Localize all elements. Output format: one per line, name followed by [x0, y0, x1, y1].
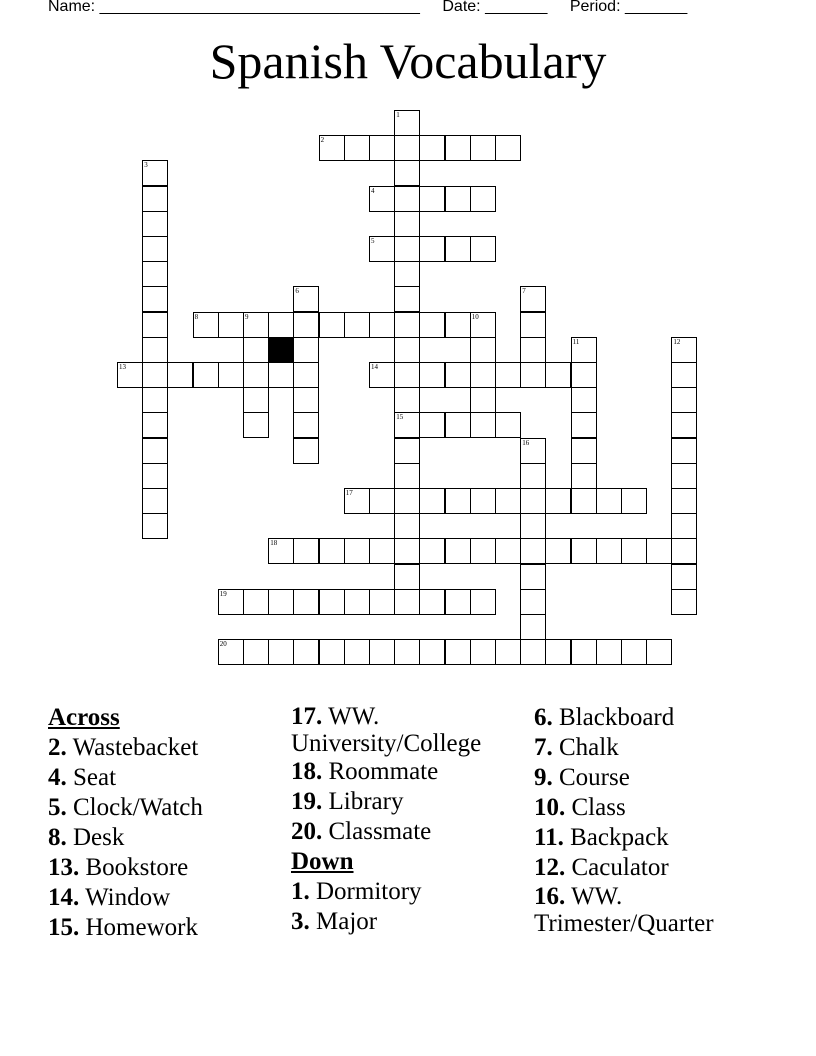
grid-cell[interactable] [470, 337, 496, 363]
grid-cell[interactable] [394, 312, 420, 338]
date-field[interactable]: Date: _______ [442, 0, 548, 15]
grid-cell[interactable] [394, 538, 420, 564]
grid-cell[interactable] [369, 362, 395, 388]
grid-cell[interactable] [470, 135, 496, 161]
grid-cell[interactable] [671, 438, 697, 464]
clue-number-12: 12 [673, 337, 681, 346]
grid-cell[interactable] [142, 488, 168, 514]
grid-cell[interactable] [571, 639, 597, 665]
clue-across-4: 4. Seat [48, 764, 117, 791]
grid-cell[interactable] [445, 236, 471, 262]
grid-cell[interactable] [419, 589, 445, 615]
grid-cell[interactable] [142, 160, 168, 186]
clue-number-11: 11 [572, 337, 580, 346]
grid-cell[interactable] [520, 312, 546, 338]
grid-cell[interactable] [445, 312, 471, 338]
clues-column-2 [291, 703, 531, 937]
grid-cell[interactable] [369, 135, 395, 161]
grid-cell[interactable] [344, 135, 370, 161]
grid-cell[interactable] [193, 362, 219, 388]
name-field[interactable]: Name: ____________________________________ [48, 0, 420, 15]
grid-cell[interactable] [293, 589, 319, 615]
clue-down-16: 16. WW. Trimester/Quarter [534, 883, 714, 937]
grid-cell[interactable] [394, 412, 420, 438]
clue-down-1: 1. Dormitory [291, 878, 422, 905]
grid-cell[interactable] [445, 639, 471, 665]
clue-number-18: 18 [270, 539, 278, 548]
grid-cell[interactable] [621, 488, 647, 514]
grid-cell[interactable] [596, 639, 622, 665]
grid-cell[interactable] [520, 362, 546, 388]
grid-cell[interactable] [369, 236, 395, 262]
grid-cell[interactable] [142, 312, 168, 338]
grid-cell[interactable] [671, 564, 697, 590]
grid-cell[interactable] [243, 362, 269, 388]
grid-cell[interactable] [419, 639, 445, 665]
grid-cell[interactable] [545, 362, 571, 388]
clue-number-19: 19 [219, 589, 227, 598]
grid-cell[interactable] [293, 312, 319, 338]
grid-cell[interactable] [394, 564, 420, 590]
grid-cell[interactable] [369, 538, 395, 564]
grid-cell[interactable] [596, 538, 622, 564]
clue-down-10: 10. Class [534, 794, 626, 821]
grid-cell[interactable] [646, 639, 672, 665]
grid-cell[interactable] [243, 412, 269, 438]
grid-cell[interactable] [394, 236, 420, 262]
grid-cell[interactable] [445, 538, 471, 564]
grid-cell[interactable] [596, 488, 622, 514]
page-title: Spanish Vocabulary [209, 33, 607, 89]
grid-cell[interactable] [495, 135, 521, 161]
clue-number-15: 15 [396, 413, 404, 422]
grid-cell[interactable] [394, 160, 420, 186]
clue-number-17: 17 [345, 489, 353, 497]
grid-cell[interactable] [369, 186, 395, 212]
grid-cell[interactable] [545, 639, 571, 665]
grid-cell[interactable] [671, 387, 697, 413]
period-field[interactable]: Period: _______ [569, 0, 688, 15]
grid-cell[interactable] [520, 639, 546, 665]
clue-number-9: 9 [245, 312, 249, 321]
grid-cell[interactable] [445, 135, 471, 161]
clue-across-17: 17. WW. University/College [291, 703, 482, 757]
grid-cell[interactable] [344, 312, 370, 338]
grid-cell[interactable] [293, 362, 319, 388]
grid-cell[interactable] [571, 438, 597, 464]
grid-cell[interactable] [394, 110, 420, 136]
grid-cell[interactable] [142, 412, 168, 438]
grid-cell[interactable] [293, 438, 319, 464]
clues-column-1 [48, 703, 283, 943]
grid-cell[interactable] [268, 589, 294, 615]
grid-cell[interactable] [495, 488, 521, 514]
grid-cell[interactable] [495, 639, 521, 665]
grid-cell[interactable] [142, 438, 168, 464]
grid-cell[interactable] [545, 488, 571, 514]
grid-cell[interactable] [545, 538, 571, 564]
grid-cell[interactable] [470, 538, 496, 564]
grid-cell[interactable] [445, 362, 471, 388]
clue-number-8: 8 [194, 312, 199, 321]
grid-cell[interactable] [394, 261, 420, 287]
clue-across-2: 2. Wastebacket [48, 734, 199, 761]
grid-cell[interactable] [646, 538, 672, 564]
grid-cell[interactable] [419, 488, 445, 514]
grid-cell[interactable] [142, 387, 168, 413]
grid-cell[interactable] [142, 337, 168, 363]
grid-cell[interactable] [470, 639, 496, 665]
grid-cell[interactable] [293, 337, 319, 363]
grid-cell[interactable] [470, 186, 496, 212]
grid-cell[interactable] [319, 312, 345, 338]
clue-number-1: 1 [396, 111, 400, 119]
grid-cell[interactable] [142, 211, 168, 237]
clue-across-19: 19. Library [291, 788, 404, 815]
grid-cell[interactable] [621, 639, 647, 665]
grid-cell[interactable] [621, 538, 647, 564]
grid-cell[interactable] [268, 538, 294, 564]
grid-cell[interactable] [445, 186, 471, 212]
grid-cell[interactable] [520, 438, 546, 464]
grid-cell[interactable] [419, 186, 445, 212]
grid-cell[interactable] [344, 639, 370, 665]
grid-cell[interactable] [470, 412, 496, 438]
clue-number-13: 13 [119, 363, 126, 371]
grid-cell[interactable] [243, 387, 269, 413]
grid-cell[interactable] [218, 639, 244, 665]
grid-cell[interactable] [470, 236, 496, 262]
grid-cell[interactable] [394, 463, 420, 489]
grid-cell[interactable] [394, 589, 420, 615]
grid-cell[interactable] [571, 337, 597, 363]
grid-cell[interactable] [293, 639, 319, 665]
grid-cell[interactable] [167, 362, 193, 388]
grid-cell[interactable] [495, 362, 521, 388]
clue-down-9: 9. Course [534, 764, 630, 791]
grid-cell[interactable] [142, 236, 168, 262]
clue-across-13: 13. Bookstore [48, 854, 189, 881]
grid-cell[interactable] [495, 412, 521, 438]
grid-cell[interactable] [445, 412, 471, 438]
grid-cell[interactable] [369, 488, 395, 514]
grid-cell[interactable] [142, 261, 168, 287]
grid-cell[interactable] [394, 438, 420, 464]
grid-cell[interactable] [142, 362, 168, 388]
grid-cell[interactable] [293, 387, 319, 413]
clue-number-10: 10 [471, 312, 479, 321]
clue-across-20: 20. Classmate [291, 818, 432, 845]
grid-cell[interactable] [394, 362, 420, 388]
black-cell [268, 337, 294, 363]
grid-cell[interactable] [419, 312, 445, 338]
grid-cell[interactable] [671, 337, 697, 363]
clue-across-14: 14. Window [48, 884, 171, 911]
clue-down-11: 11. Backpack [534, 824, 669, 851]
grid-cell[interactable] [571, 387, 597, 413]
grid-cell[interactable] [218, 312, 244, 338]
grid-cell[interactable] [419, 412, 445, 438]
grid-cell[interactable] [293, 412, 319, 438]
grid-cell[interactable] [293, 538, 319, 564]
clue-down-3: 3. Major [291, 908, 378, 935]
grid-cell[interactable] [268, 312, 294, 338]
clues-column-3 [534, 703, 804, 937]
grid-cell[interactable] [520, 286, 546, 312]
grid-cell[interactable] [671, 538, 697, 564]
grid-cell[interactable] [142, 463, 168, 489]
grid-cell[interactable] [520, 488, 546, 514]
grid-cell[interactable] [671, 513, 697, 539]
grid-cell[interactable] [520, 589, 546, 615]
clue-number-5: 5 [371, 237, 375, 245]
grid-cell[interactable] [470, 362, 496, 388]
grid-cell[interactable] [470, 488, 496, 514]
grid-cell[interactable] [344, 488, 370, 514]
clue-across-5: 5. Clock/Watch [48, 794, 203, 821]
grid-cell[interactable] [394, 135, 420, 161]
grid-cell[interactable] [445, 589, 471, 615]
grid-cell[interactable] [520, 564, 546, 590]
clue-across-18: 18. Roommate [291, 758, 439, 785]
grid-cell[interactable] [243, 589, 269, 615]
clue-down-7: 7. Chalk [534, 734, 619, 761]
grid-cell[interactable] [419, 236, 445, 262]
grid-cell[interactable] [243, 312, 269, 338]
grid-cell[interactable] [571, 412, 597, 438]
grid-cell[interactable] [268, 639, 294, 665]
grid-cell[interactable] [520, 337, 546, 363]
grid-cell[interactable] [319, 589, 345, 615]
grid-cell[interactable] [394, 387, 420, 413]
grid-cell[interactable] [470, 387, 496, 413]
grid-cell[interactable] [394, 337, 420, 363]
grid-cell[interactable] [117, 362, 143, 388]
grid-cell[interactable] [394, 488, 420, 514]
across-heading: Across [48, 704, 120, 731]
clue-across-15: 15. Homework [48, 914, 198, 941]
grid-cell[interactable] [394, 513, 420, 539]
grid-cell[interactable] [243, 639, 269, 665]
grid-cell[interactable] [218, 362, 244, 388]
grid-cell[interactable] [470, 312, 496, 338]
grid-cell[interactable] [671, 412, 697, 438]
grid-cell[interactable] [571, 463, 597, 489]
grid-cell[interactable] [495, 538, 521, 564]
clue-number-7: 7 [522, 287, 526, 296]
grid-cell[interactable] [445, 488, 471, 514]
grid-cell[interactable] [394, 186, 420, 212]
grid-cell[interactable] [293, 286, 319, 312]
grid-cell[interactable] [520, 513, 546, 539]
grid-cell[interactable] [419, 538, 445, 564]
clue-across-8: 8. Desk [48, 824, 125, 851]
grid-cell[interactable] [419, 135, 445, 161]
clue-number-14: 14 [371, 363, 378, 371]
grid-cell[interactable] [394, 211, 420, 237]
clue-number-16: 16 [522, 438, 530, 447]
grid-cell[interactable] [419, 362, 445, 388]
grid-cell[interactable] [369, 589, 395, 615]
clue-number-6: 6 [295, 287, 299, 296]
clue-number-2: 2 [320, 136, 325, 145]
grid-cell[interactable] [394, 639, 420, 665]
clue-down-12: 12. Caculator [534, 854, 669, 881]
grid-cell[interactable] [520, 463, 546, 489]
grid-cell[interactable] [671, 463, 697, 489]
grid-cell[interactable] [671, 488, 697, 514]
grid-cell[interactable] [344, 589, 370, 615]
grid-cell[interactable] [142, 286, 168, 312]
grid-cell[interactable] [319, 538, 345, 564]
grid-cell[interactable] [571, 362, 597, 388]
grid-cell[interactable] [319, 639, 345, 665]
grid-cell[interactable] [571, 538, 597, 564]
grid-cell[interactable] [369, 639, 395, 665]
clue-number-20: 20 [219, 640, 227, 649]
clue-number-3: 3 [144, 161, 148, 170]
grid-cell[interactable] [218, 589, 244, 615]
down-heading: Down [291, 848, 354, 875]
grid-cell[interactable] [142, 513, 168, 539]
grid-cell[interactable] [520, 538, 546, 564]
grid-cell[interactable] [571, 488, 597, 514]
grid-cell[interactable] [344, 538, 370, 564]
grid-cell[interactable] [470, 589, 496, 615]
grid-cell[interactable] [268, 362, 294, 388]
grid-cell[interactable] [394, 286, 420, 312]
grid-cell[interactable] [369, 312, 395, 338]
grid-cell[interactable] [243, 337, 269, 363]
grid-cell[interactable] [319, 135, 345, 161]
clue-down-6: 6. Blackboard [534, 704, 675, 731]
grid-cell[interactable] [520, 614, 546, 640]
grid-cell[interactable] [671, 362, 697, 388]
clue-number-4: 4 [371, 186, 375, 195]
grid-cell[interactable] [193, 312, 219, 338]
grid-cell[interactable] [142, 186, 168, 212]
grid-cell[interactable] [671, 589, 697, 615]
